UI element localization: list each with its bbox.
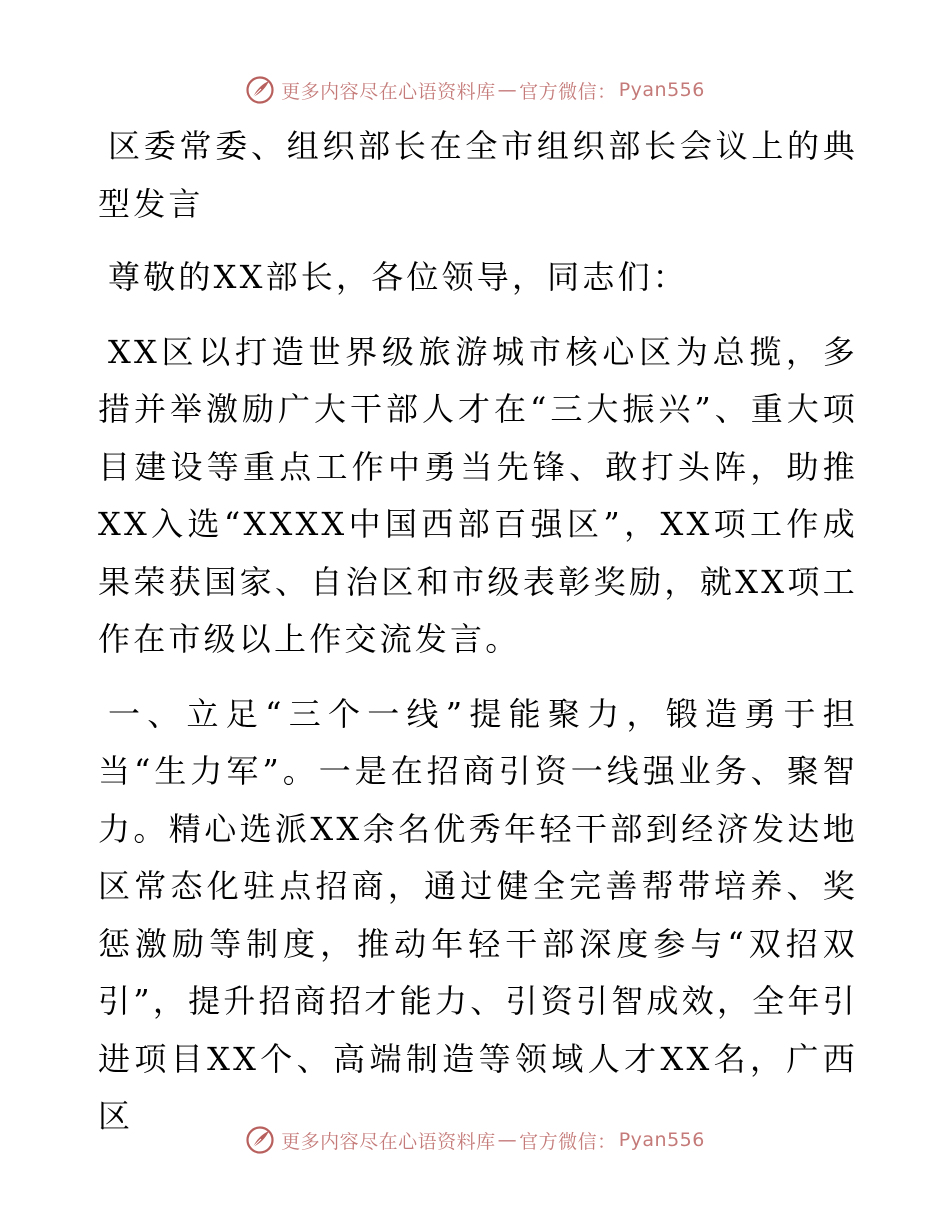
watermark-text: 更多内容尽在心语资料库 bbox=[281, 80, 496, 103]
footer-watermark bbox=[0, 1120, 950, 1160]
watermark-id: Pyan556 bbox=[618, 79, 705, 101]
paragraph-section-one: 一、立足“三个一线”提能聚力，锻造勇于担当“生力军”。一是在招商引资一线强业务、聚智力。精心选派XX余名优秀年轻干部到经济发达地区常态化驻点招商，通过健全完善帮带培养、奖惩激励等制度，推动年轻干部深度参与“双招双引”，提升招商招才能力、引资引智成效，全年引进项目XX个、高端制造等领域人才XX名，广西区 bbox=[98, 694, 858, 1135]
document-body bbox=[98, 118, 858, 1163]
paragraph-intro: XX区以打造世界级旅游城市核心区为总揽，多措并举激励广大干部人才在“三大振兴”、重大项目建设等重点工作中勇当先锋、敢打头阵，助推XX入选“XXXX中国西部百强区”，XX项工作成果荣获国家、自治区和市级表彰奖励，就XX项工作在市级以上作交流发言。 bbox=[98, 332, 858, 658]
watermark-text: 更多内容尽在心语资料库 bbox=[281, 1130, 496, 1153]
watermark-dash: — bbox=[497, 79, 518, 101]
feather-pen-logo-icon bbox=[245, 75, 275, 105]
watermark-dash: — bbox=[497, 1129, 518, 1151]
watermark-official: 官方微信： bbox=[519, 80, 617, 103]
salutation: 尊敬的XX部长，各位领导，同志们： bbox=[108, 258, 688, 296]
watermark-official: 官方微信： bbox=[519, 1130, 617, 1153]
watermark-id: Pyan556 bbox=[618, 1129, 705, 1151]
header-watermark bbox=[0, 70, 950, 110]
document-title: 区委常委、组织部长在全市组织部长会议上的典型发言 bbox=[98, 127, 858, 223]
feather-pen-logo-icon bbox=[245, 1125, 275, 1155]
